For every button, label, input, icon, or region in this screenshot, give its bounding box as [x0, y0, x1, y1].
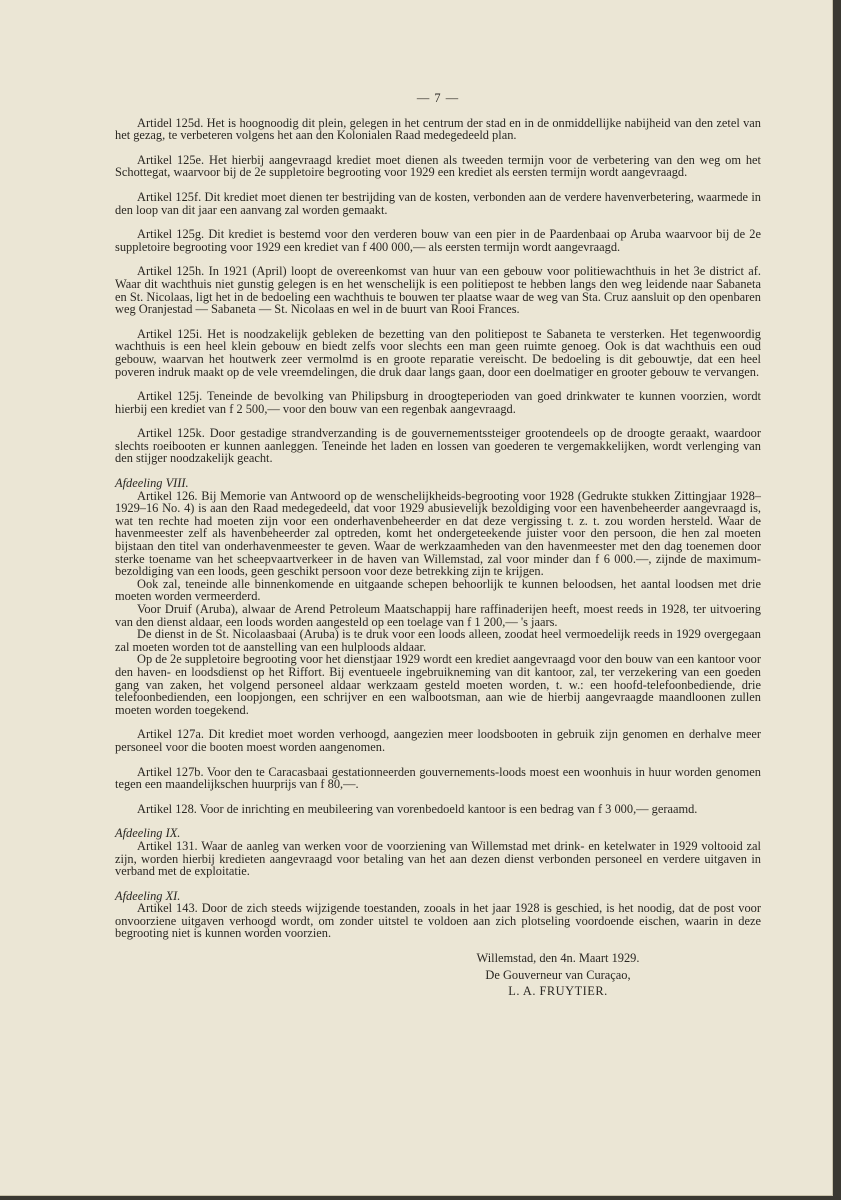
page-number: — 7 — [416, 91, 460, 105]
artikel-143: Artikel 143. Door de zich steeds wijzigende toestanden, zooals in het jaar 1928 is geschied, is het noodig, dat de post voor onvoorziene uitgaven verhoogd wordt, om zonder uitstel te voldoen aan zich plotseling voordoende eischen, waarin in deze begrooting niet is kunnen worden voorzien. [115, 901, 761, 941]
signatory-name: L. A. FRUYTIER. [508, 984, 608, 999]
section-heading-ix: Afdeeling IX. [115, 826, 181, 841]
artikel-127b: Artikel 127b. Voor den te Caracasbaai gestationneerden gouvernements-loods moest een woonhuis in huur worden genomen tegen een maandelijkschen huurprijs van f 80,—. [115, 764, 761, 792]
artikel-131: Artikel 131. Waar de aanleg van werken voor de voorziening van Willemstad met drink- en ketelwater in 1929 voltooid zal zijn, worden hierbij kredieten aangevraagd voor betaling van het aan dezen dienst verbonden personeel en verdere uitgaven in verband met de exploitatie. [115, 838, 761, 879]
artikel-125k: Artikel 125k. Door gestadige strandverzanding is de gouvernementssteiger grootendeels op de droogte geraakt, waardoor slechts roeibooten er kunnen aanleggen. Teneinde het laden en lossen van goederen te vergemakkelijken, wordt verlenging van den stijger noodzakelijk geacht. [115, 426, 761, 466]
artikel-127a: Artikel 127a. Dit krediet moet worden verhoogd, aangezien meer loodsbooten in gebruik zijn genomen en derhalve meer personeel voor die booten moest worden aangenomen. [115, 727, 761, 754]
artikel-128: Artikel 128. Voor de inrichting en meubileering van vorenbedoeld kantoor is een bedrag van f 3 000,— geraamd. [137, 801, 698, 816]
artikel-125e: Artikel 125e. Het hierbij aangevraagd krediet moet dienen als tweeden termijn voor de verbetering van den weg om het Schottegat, waarvoor bij de 2e suppletoire begrooting voor 1929 een krediet als eersten termijn wordt aangevraagd. [115, 152, 761, 180]
artikel-125h: Artikel 125h. In 1921 (April) loopt de overeenkomst van huur van een gebouw voor politiewachthuis in het 3e district af. Waar dit wachthuis niet gunstig gelegen is en het wenschelijk is een politiepost te hebben langs den weg leidende naar Sabaneta en St. Nicolaas, ligt het in de bedoeling een wachthuis te bouwen ter plaatse waar de weg van Sta. Cruz aansluit op den openbaren weg Oranjestad — Sabaneta — St. Nicolaas en wel in de buurt van Rooi Frances. [115, 264, 761, 317]
page-content [115, 92, 761, 998]
artikel-125f: Artikel 125f. Dit krediet moet dienen ter bestrijding van de kosten, verbonden aan de verdere havenverbetering, waarmede in den loop van dit jaar een aanvang zal worden gemaakt. [115, 189, 761, 217]
artikel-125i: Artikel 125i. Het is noodzakelijk gebleken de bezetting van den politiepost te Sabaneta te versterken. Het tegenwoordig wachthuis is een heel klein gebouw en biedt zelfs voor slechts een man geen ruimte genoeg. Ook is dat wachthuis een oud gebouw, waarvan het houtwerk zeer vermolmd is en groote reparatie vereischt. De bedoeling is dit gebouwtje, dat een heel poveren indruk maakt op de vele vreemdelingen, die druk daar langs gaan, door een doelmatiger en grooter gebouw te vervangen. [115, 326, 761, 379]
artikel-126-riffort: Op de 2e suppletoire begrooting voor het dienstjaar 1929 wordt een krediet aangevraagd voor den bouw van een kantoor voor den haven- en loodsdienst op het Riffort. Bij eventueele ingebruikneming van dit kantoor, zal, ter verzekering van een goeden gang van zaken, het volgend personeel aldaar werkzaam gesteld moeten worden, t. w.: een hoofd-telefoonbediende, drie telefoonbedienden, een loopjongen, een schrijver en een walbootsman, aan wie de hierbij aangevraagde maandloonen zullen moeten worden toegekend. [115, 652, 761, 717]
artikel-125d: Artidel 125d. Het is hoognoodig dit plein, gelegen in het centrum der stad en in de onmiddellijke nabijheid van den zetel van het gezag, te verbeteren volgens het aan den Kolonialen Raad medegedeeld plan. [115, 115, 761, 143]
artikel-126-druif: Voor Druif (Aruba), alwaar de Arend Petroleum Maatschappij hare raffinaderijen heeft, moest reeds in 1928, ter uitvoering van den dienst aldaar, een loods worden aangesteld op een toelage van f 1 200,— 's jaars. [115, 602, 761, 629]
section-heading-xi: Afdeeling XI. [115, 888, 181, 903]
place-date: Willemstad, den 4n. Maart 1929. [476, 951, 640, 966]
section-heading-viii: Afdeeling VIII. [115, 476, 189, 491]
artikel-125g: Artikel 125g. Dit krediet is bestemd voor den verderen bouw van een pier in de Paardenbaai op Aruba waarvoor bij de 2e suppletoire begrooting voor 1929 een krediet van f 400 000,— als eersten termijn wordt aangevraagd. [115, 227, 761, 254]
artikel-126: Artikel 126. Bij Memorie van Antwoord op de wenschelijkheids-begrooting voor 1928 (Gedrukte stukken Zittingjaar 1928–1929–16 No. 4) is aan den Raad medegedeeld, dat voor 1929 abusievelijk bezoldiging voor een havenbeheerder aangevraagd is, wat ten rechte had moeten zijn voor een onderhavenbeheerder en dat deze vergissing t. z. t. zou worden hersteld. Waar de havenmeester zelf als havenbeheerder zal optreden, komt het ondergeteekende juister voor den persoon, die hen zal moeten bijstaan den titel van onderhavenmeester te geven. Waar de werkzaamheden van den havenmeester met den dag toenemen door sterke toename van het scheepvaartverkeer in de haven van Willemstad, zal voor minder dan f 6 000.—, zijnde de maximum-bezoldiging van een loods, geen geschikt persoon voor deze betrekking zijn te krijgen. [115, 488, 761, 579]
artikel-125j: Artikel 125j. Teneinde de bevolking van Philipsburg in droogteperioden van goed drinkwater te kunnen voorzien, wordt hierbij een krediet van f 2 500,— voor den bouw van een regenbak aangevraagd. [115, 389, 761, 416]
artikel-126-st-nicolaas: De dienst in de St. Nicolaasbaai (Aruba) is te druk voor een loods alleen, zoodat heel vermoedelijk reeds in 1929 overgegaan zal moeten worden tot de aanstelling van een hulploods aldaar. [115, 627, 761, 654]
signatory-title: De Gouverneur van Curaçao, [485, 967, 631, 982]
artikel-126-loodsen: Ook zal, teneinde alle binnenkomende en uitgaande schepen behoorlijk te kunnen beloodsen, het aantal loodsen met drie moeten worden vermeerderd. [115, 576, 761, 604]
